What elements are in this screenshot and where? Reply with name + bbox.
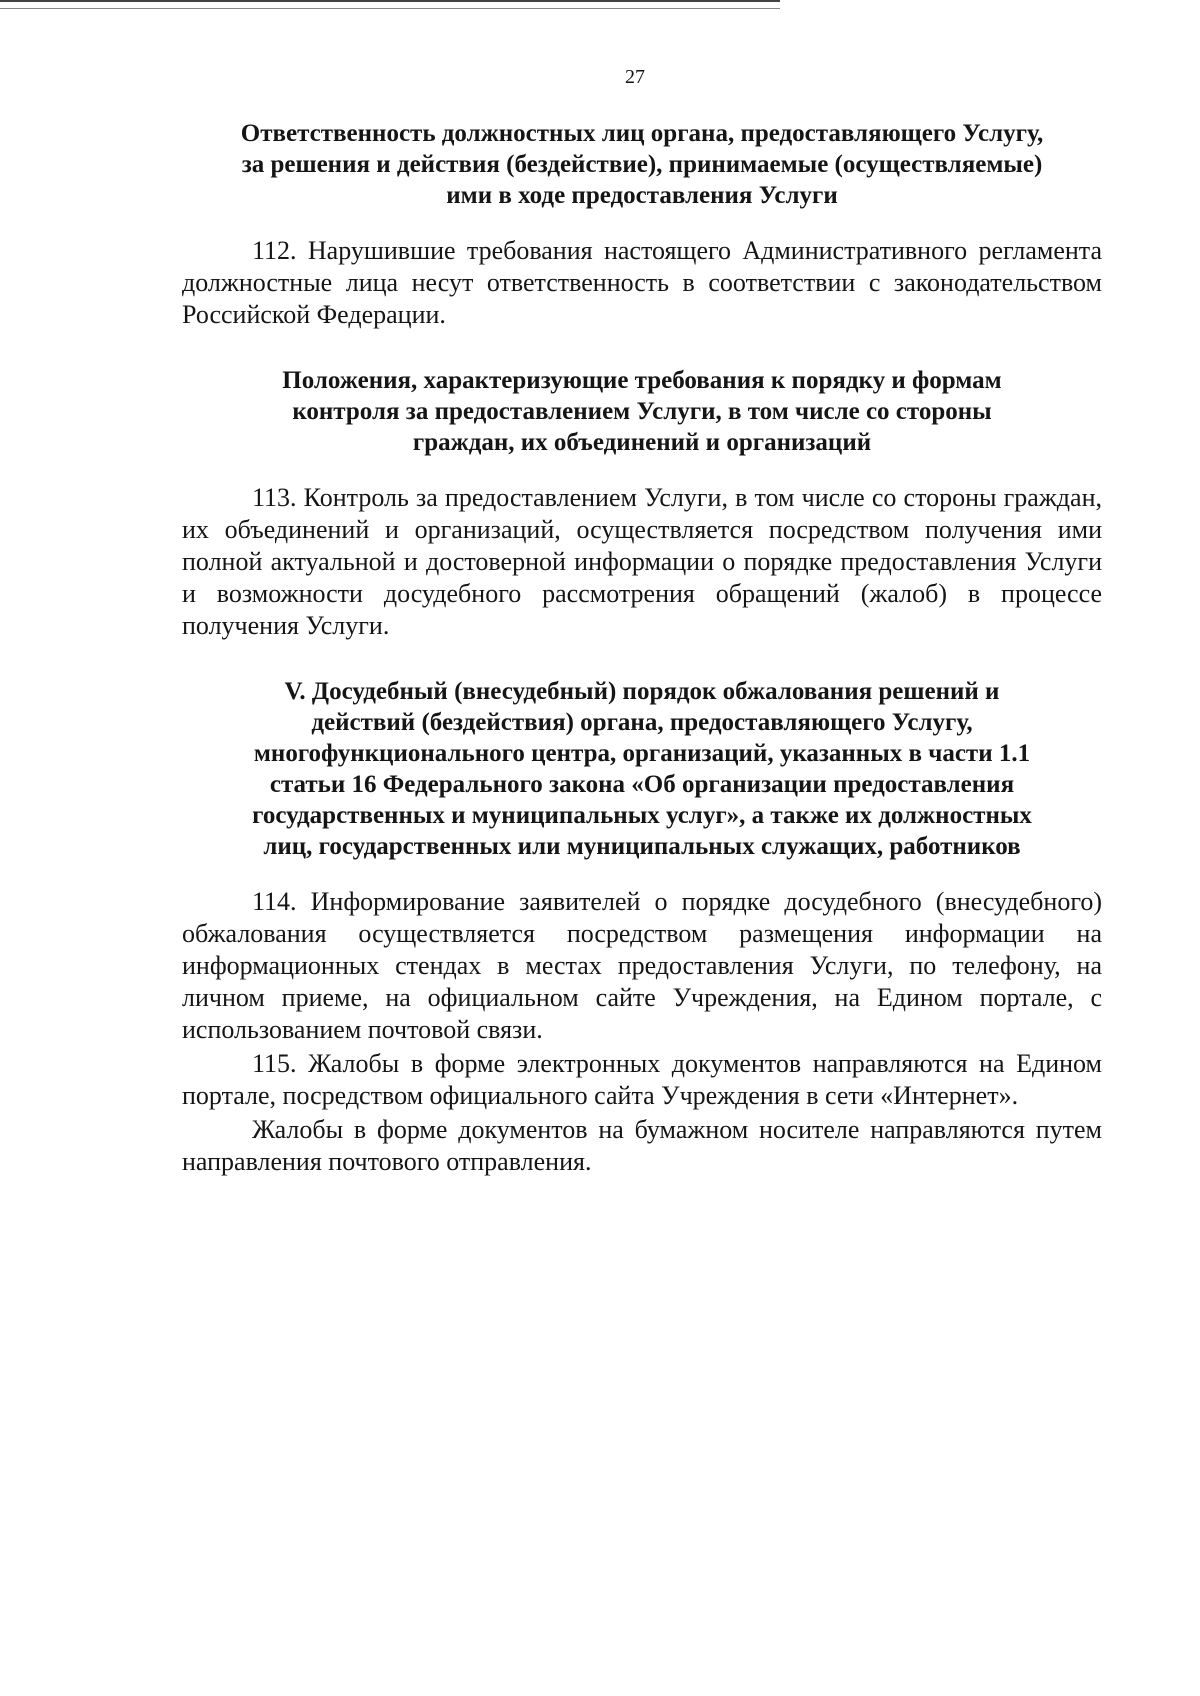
paragraph-115: 115. Жалобы в форме электронных документов направляются на Едином портале, посредством официального сайта Учреждения в сети «Интернет».: [182, 1049, 1102, 1110]
heading-line: лиц, государственных или муниципальных служащих, работников: [263, 833, 1021, 860]
heading-line: за решения и действия (бездействие), принимаемые (осуществляемые): [241, 151, 1043, 178]
heading-line: ими в ходе предоставления Услуги: [446, 182, 838, 209]
heading-line: многофункционального центра, организаций, указанных в части 1.1: [253, 740, 1031, 767]
paragraph-114: 114. Информирование заявителей о порядке досудебного (внесудебного) обжалования осуществляется посредством размещения информации на информационных стендах в местах предоставления Услуги, по телефону, на личном приеме, на официальном сайте Учреждения, на Едином портале, с использованием почтовой связи.: [182, 887, 1102, 1044]
heading-line: Ответственность должностных лиц органа, предоставляющего Услугу,: [240, 120, 1044, 147]
heading-line: статьи 16 Федерального закона «Об организации предоставления: [269, 771, 1015, 798]
paragraph-115-continued: Жалобы в форме документов на бумажном носителе направляются путем направления почтового отправления.: [182, 1115, 1102, 1176]
section-heading-responsibility: [182, 118, 1102, 211]
paragraph-113: 113. Контроль за предоставлением Услуги, в том числе со стороны граждан, их объединений и организаций, осуществляется посредством получения ими полной актуальной и достоверной информации о порядке предоставления Услуги и возможности досудебного рассмотрения обращений (жалоб) в процессе получения Услуги.: [182, 483, 1102, 640]
heading-line: государственных и муниципальных услуг», а также их должностных: [252, 802, 1032, 829]
document-body: [182, 118, 1102, 1178]
heading-line: Положения, характеризующие требования к порядку и формам: [282, 367, 1002, 394]
heading-line: V. Досудебный (внесудебный) порядок обжалования решений и: [284, 678, 1000, 705]
paragraph-112: 112. Нарушившие требования настоящего Административного регламента должностные лица несут ответственность в соответствии с законодательством Российской Федерации.: [182, 236, 1102, 329]
heading-line: контроля за предоставлением Услуги, в том числе со стороны: [292, 398, 992, 425]
heading-line: граждан, их объединений и организаций: [412, 429, 872, 456]
scan-top-rule: [0, 0, 780, 9]
section-heading-control: [182, 365, 1102, 458]
page-number: 27: [625, 66, 645, 88]
heading-line: действий (бездействия) органа, предоставляющего Услугу,: [311, 709, 973, 736]
section-heading-appeal: [182, 676, 1102, 862]
